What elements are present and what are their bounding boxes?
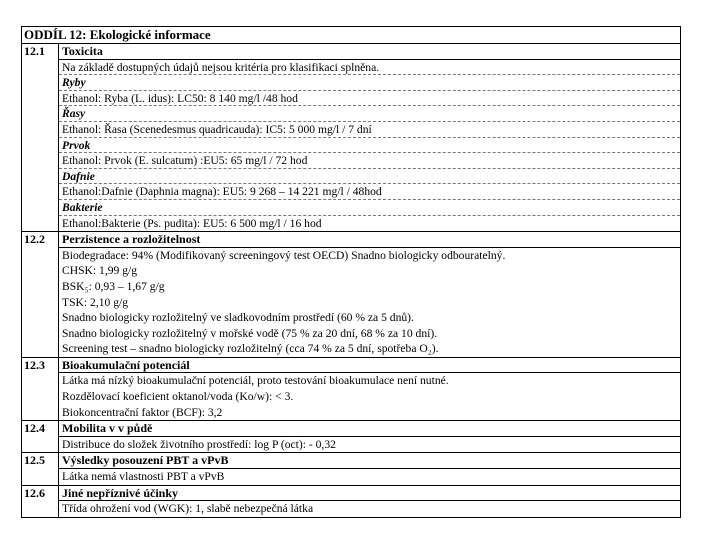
section-number: 12.3 (22, 358, 59, 420)
info-line: CHSK: 1,99 g/g (62, 264, 138, 278)
subheading: Bakterie (59, 200, 680, 216)
info-line: Biodegradace: 94% (Modifikovaný screeningový test OECD) Snadno biologicky odbouratelný. (62, 248, 506, 262)
section-heading: Toxicita (59, 44, 680, 60)
info-line: Látka má nízký bioakumulační potenciál, proto testování bioakumulace není nutné. (62, 374, 449, 388)
subheading: Dafnie (59, 169, 680, 185)
info-line: Ethanol: Řasa (Scenedesmus quadricauda): IC5: 5 000 mg/l / 7 dní (59, 122, 680, 138)
section-content (59, 486, 680, 517)
info-line: Biokoncentrační faktor (BCF): 3,2 (62, 405, 223, 419)
info-line: Ethanol: Ryba (L. idus): LC50: 8 140 mg/l /48 hod (59, 91, 680, 107)
info-line: Ethanol:Dafnie (Daphnia magna): EU5: 9 268 – 14 221 mg/l / 48hod (59, 184, 680, 200)
section-row (22, 358, 680, 421)
section-number: 12.6 (22, 486, 59, 517)
section-row (22, 232, 680, 358)
section-row (22, 44, 680, 232)
info-line: Ethanol:Bakterie (Ps. pudita): EU5: 6 500 mg/l / 16 hod (62, 216, 322, 230)
info-line: Ethanol: Prvok (E. sulcatum) :EU5: 65 mg/l / 72 hod (59, 153, 680, 169)
subheading: Prvok (59, 138, 680, 154)
section-heading: Výsledky posouzení PBT a vPvB (59, 453, 680, 469)
section-heading: Jiné nepříznivé účinky (59, 486, 680, 502)
section-heading: Bioakumulační potenciál (59, 358, 680, 374)
subheading: Ryby (59, 75, 680, 91)
info-line: Screening test – snadno biologicky rozložitelný (cca 74 % za 5 dní, spotřeba O₂). (62, 342, 439, 356)
section-content (59, 358, 680, 420)
subheading: Řasy (59, 106, 680, 122)
section-row (22, 421, 680, 453)
section-content (59, 453, 680, 484)
info-line: BSK₅: 0,93 – 1,67 g/g (62, 279, 165, 293)
info-line: Rozdělovací koeficient oktanol/voda (Ko/w): < 3. (62, 390, 294, 404)
section-content (59, 44, 680, 231)
info-line: Třída ohrožení vod (WGK): 1, slabě nebezpečná látka (62, 502, 314, 516)
section-heading: Mobilita v v půdě (59, 421, 680, 437)
info-line: Látka nemá vlastnosti PBT a vPvB (62, 470, 225, 484)
ecological-info-table (21, 26, 681, 518)
section-row (22, 486, 680, 517)
info-line: TSK: 2,10 g/g (62, 295, 129, 309)
info-line: Distribuce do složek životního prostředí: log P (oct): - 0,32 (62, 437, 336, 451)
info-line: Snadno biologicky rozložitelný ve sladkovodním prostředí (60 % za 5 dnů). (62, 311, 414, 325)
section-heading: Perzistence a rozložitelnost (59, 232, 680, 248)
info-line: Na základě dostupných údajů nejsou kritéria pro klasifikaci splněna. (59, 60, 680, 76)
info-line: Snadno biologicky rozložitelný v mořské vodě (75 % za 20 dní, 68 % za 10 dní). (62, 326, 438, 340)
section-content (59, 421, 680, 452)
section-row (22, 453, 680, 485)
sections-container (22, 44, 680, 517)
section-title: ODDÍL 12: Ekologické informace (22, 27, 680, 44)
section-number: 12.2 (22, 232, 59, 357)
section-number: 12.1 (22, 44, 59, 231)
section-number: 12.4 (22, 421, 59, 452)
section-content (59, 232, 680, 357)
section-number: 12.5 (22, 453, 59, 484)
